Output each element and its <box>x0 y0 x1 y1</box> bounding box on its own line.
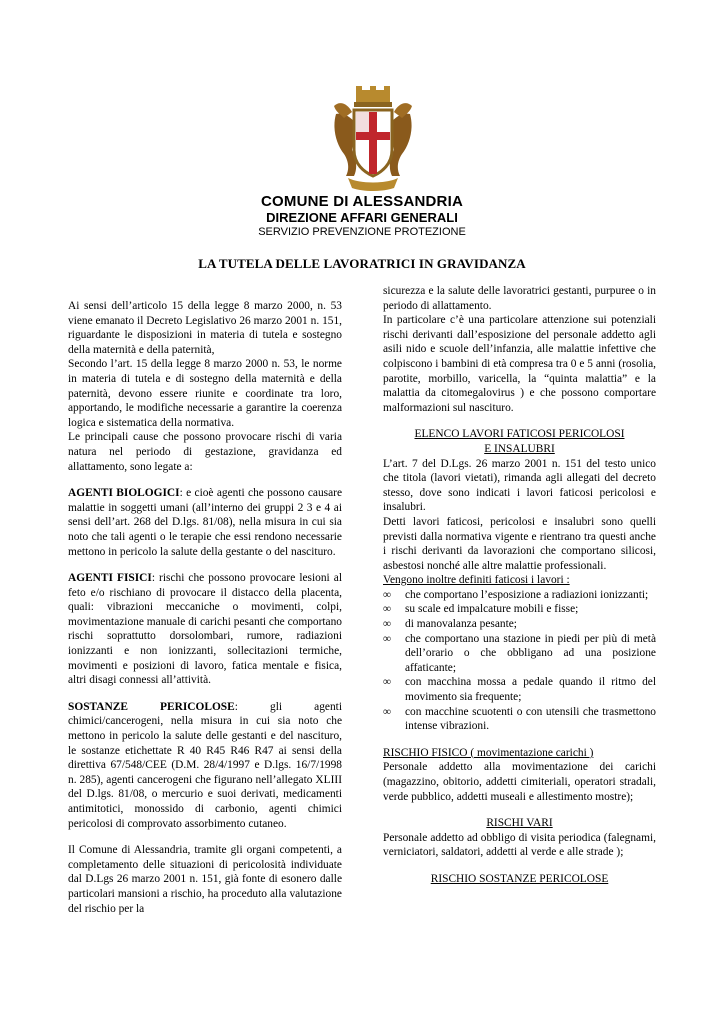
list-item: ∞ che comportano l’esposizione a radiazioni ionizzanti; <box>383 588 649 601</box>
coat-of-arms-icon <box>330 84 416 192</box>
comune-paragraph: Il Comune di Alessandria, tramite gli organi competenti, a completamento delle situazioni di pericolosità individuate dal D.Lgs 26 marzo 2001 n. 151, già fonte di esonero dalle particolari mansioni a rischio, ha proceduto alla valutazione del rischio per la <box>68 844 342 915</box>
continuation-paragraph-2: In particolare c’è una particolare attenzione sui potenziali rischi derivanti dall’esposizione del personale addetto agli asili nido e scuole dell’infanzia, alle malattie infettive che colpiscono i bambini di età compresa tra 0 e 5 anni (rosolia, parotite, morbillo, varicella, la “quinta malattia” e la malattia da citomegalovirus ) e che possono comportare malformazioni sul nascituro. <box>383 314 656 414</box>
intro-paragraph-3: Le principali cause che possono provocare rischi di varia natura nel periodo di gestazione, gravidanza ed allattamento, sono legate a: <box>68 431 342 473</box>
vengono-heading: Vengono inoltre definiti faticosi i lavori : <box>383 574 570 587</box>
infinity-bullet-icon: ∞ <box>383 603 392 616</box>
direzione-heading: DIREZIONE AFFARI GENERALI <box>266 210 458 225</box>
intro-paragraph-1: Ai sensi dell’articolo 15 della legge 8 marzo 2000, n. 53 viene emanato il Decreto Legislativo 26 marzo 2001 n. 151, riguardante le disposizioni in materia di tutela e sostegno della maternità e della paternità, <box>68 300 342 356</box>
rischio-sostanze-title: RISCHIO SOSTANZE PERICOLOSE <box>430 872 609 885</box>
intro-paragraph-2: Secondo l’art. 15 della legge 8 marzo 2000 n. 53, le norme in materia di tutela e di sostegno della maternità e della paternità, devono essere riunite e coordinate tra loro, apportando, le modifiche necessarie a garantire la coerenza logica e sistematica della normativa. <box>68 358 342 429</box>
elenco-paragraph-1: L’art. 7 del D.Lgs. 26 marzo 2001 n. 151 del testo unico che titola (lavori vietati), rimanda agli allegati del decreto stesso, dove sono indicati i lavori faticosi pericolosi e insalubri. <box>383 457 656 514</box>
elenco-title-line-1: ELENCO LAVORI FATICOSI PERICOLOSI <box>414 428 625 441</box>
right-column <box>383 284 656 887</box>
list-item: ∞ che comportano una stazione in piedi per più di metà dell’orario o che obbligano ad una posizione affaticante; <box>383 632 656 674</box>
lavori-faticosi-list <box>383 588 656 734</box>
agenti-biologici-paragraph: AGENTI BIOLOGICI: e cioè agenti che possono causare malattie in soggetti umani (all’interno dei gruppi 2 3 e 4 ai sensi dell’art. 268 del D.lgs. 81/08), nella misura in cui sia noto che tali agenti o le terapie che essi rendono necessarie mettono in pericolo la salute della gestante o del nascituro. <box>68 487 342 558</box>
rischi-vari-paragraph: Personale addetto ad obbligo di visita periodica (falegnami, verniciatori, saldatori, addetti al verde e alle strade ); <box>383 831 656 859</box>
rischi-vari-title: RISCHI VARI <box>486 817 553 830</box>
elenco-paragraph-2: Detti lavori faticosi, pericolosi e insalubri sono quelli previsti dalla normativa vigente e rientrano tra questi anche i rischi derivanti da lavorazioni che comportano silicosi, asbestosi nonché alle altre malattie professionali. <box>383 515 656 572</box>
elenco-title-line-2: E INSALUBRI <box>484 442 555 455</box>
left-column <box>68 299 342 916</box>
list-item: ∞ di manovalanza pesante; <box>383 618 517 631</box>
servizio-heading: SERVIZIO PREVENZIONE PROTEZIONE <box>258 226 466 238</box>
infinity-bullet-icon: ∞ <box>383 588 392 601</box>
rischio-fisico-title: RISCHIO FISICO ( movimentazione carichi ) <box>383 746 594 759</box>
infinity-bullet-icon: ∞ <box>383 705 392 718</box>
infinity-bullet-icon: ∞ <box>383 632 392 645</box>
continuation-paragraph-1: sicurezza e la salute delle lavoratrici gestanti, purpuree o in periodo di allattamento. <box>383 285 656 312</box>
infinity-bullet-icon: ∞ <box>383 618 392 631</box>
agenti-biologici-label: AGENTI BIOLOGICI <box>68 487 180 500</box>
infinity-bullet-icon: ∞ <box>383 676 392 689</box>
agenti-fisici-paragraph: AGENTI FISICI: rischi che possono provocare lesioni al feto e/o rischiano di provocare il distacco della placenta, quali: vibrazioni meccaniche o movimenti, colpi, movimentazione manuale di carichi pesanti che comportano rischi soprattutto dorsolombari, rumore, radiazioni ionizzanti e non ionizzanti, sollecitazioni termiche, movimenti e posizioni di lavoro, fatica mentale e fisica, altri disagi connessi all’attività. <box>68 572 342 687</box>
list-item: ∞ con macchina mossa a pedale quando il ritmo del movimento sia frequente; <box>383 676 656 704</box>
document-title: LA TUTELA DELLE LAVORATRICI IN GRAVIDANZA <box>198 256 526 271</box>
agenti-fisici-label: AGENTI FISICI <box>68 572 152 585</box>
list-item: ∞ con macchine scuotenti o con utensili che trasmettono intense vibrazioni. <box>383 705 656 733</box>
list-item: ∞ su scale ed impalcature mobili e fisse; <box>383 603 579 616</box>
rischio-fisico-paragraph: Personale addetto alla movimentazione dei carichi (magazzino, obitorio, addetti cimiteriali, operatori stradali, verde pubblico, addetti museali e allestimento mostre); <box>383 761 656 803</box>
sostanze-pericolose-label: SOSTANZE PERICOLOSE <box>68 700 235 713</box>
comune-heading: COMUNE DI ALESSANDRIA <box>261 193 463 210</box>
sostanze-pericolose-paragraph: SOSTANZE PERICOLOSE: gli agenti chimici/cancerogeni, nella misura in cui sia noto che mettono in pericolo la salute delle gestanti e del nascituro, le sostanze etichettate R 40 R45 R46 R47 ai sensi della direttiva 67/548/CEE (D.M. 28/4/1997 e D.lgs. 16/7/1998 n. 285), agenti cancerogeni che figurano nell’allegato XLIII del D.lgs. 81/08, o mercurio e suoi derivati, medicamenti antimitotici, monossido di carbonio, agenti chimici pericolosi di comprovato assorbimento cutaneo. <box>68 700 343 830</box>
